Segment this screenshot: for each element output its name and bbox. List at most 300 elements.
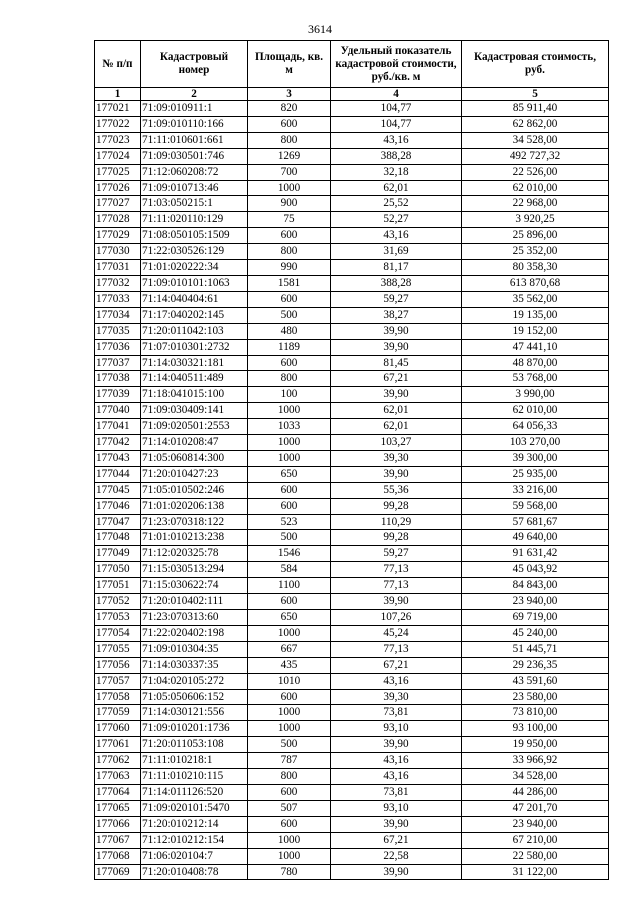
specific-value-cell: 39,90 — [331, 864, 462, 880]
cadastral-number-cell: 71:09:010110:166 — [141, 116, 248, 132]
area-cell: 600 — [248, 291, 331, 307]
row-number-cell: 177069 — [95, 864, 141, 880]
header-area: Площадь, кв. м — [248, 41, 331, 88]
column-number: 5 — [462, 88, 609, 101]
area-cell: 507 — [248, 800, 331, 816]
area-cell: 820 — [248, 101, 331, 117]
row-number-cell: 177056 — [95, 657, 141, 673]
cadastral-number-cell: 71:12:020325:78 — [141, 546, 248, 562]
table-row — [95, 260, 609, 276]
cadastral-number-cell: 71:14:040404:61 — [141, 291, 248, 307]
specific-value-cell: 67,21 — [331, 371, 462, 387]
cadastral-value-cell: 33 216,00 — [462, 482, 609, 498]
row-number-cell: 177046 — [95, 498, 141, 514]
area-cell: 1000 — [248, 832, 331, 848]
row-number-cell: 177030 — [95, 244, 141, 260]
cadastral-number-cell: 71:09:010101:1063 — [141, 275, 248, 291]
table-row — [95, 132, 609, 148]
cadastral-number-cell: 71:14:011126:520 — [141, 784, 248, 800]
table-row — [95, 594, 609, 610]
row-number-cell: 177037 — [95, 355, 141, 371]
area-cell: 500 — [248, 307, 331, 323]
specific-value-cell: 38,27 — [331, 307, 462, 323]
specific-value-cell: 93,10 — [331, 800, 462, 816]
column-number: 3 — [248, 88, 331, 101]
row-number-cell: 177067 — [95, 832, 141, 848]
cadastral-value-cell: 84 843,00 — [462, 578, 609, 594]
table-row — [95, 816, 609, 832]
cadastral-value-cell: 80 358,30 — [462, 260, 609, 276]
area-cell: 600 — [248, 498, 331, 514]
table-row — [95, 498, 609, 514]
area-cell: 100 — [248, 387, 331, 403]
area-cell: 1546 — [248, 546, 331, 562]
cadastral-number-cell: 71:01:020206:138 — [141, 498, 248, 514]
cadastral-number-cell: 71:14:030337:35 — [141, 657, 248, 673]
table-row — [95, 419, 609, 435]
specific-value-cell: 99,28 — [331, 498, 462, 514]
cadastral-number-cell: 71:23:070318:122 — [141, 514, 248, 530]
row-number-cell: 177048 — [95, 530, 141, 546]
area-cell: 600 — [248, 228, 331, 244]
table-row — [95, 832, 609, 848]
cadastral-value-cell: 3 920,25 — [462, 212, 609, 228]
cadastral-number-cell: 71:20:010408:78 — [141, 864, 248, 880]
cadastral-number-cell: 71:12:010212:154 — [141, 832, 248, 848]
table-row — [95, 339, 609, 355]
row-number-cell: 177026 — [95, 180, 141, 196]
cadastral-number-cell: 71:20:011053:108 — [141, 737, 248, 753]
table-row — [95, 625, 609, 641]
area-cell: 600 — [248, 784, 331, 800]
cadastral-value-cell: 51 445,71 — [462, 641, 609, 657]
area-cell: 787 — [248, 753, 331, 769]
cadastral-number-cell: 71:23:070313:60 — [141, 610, 248, 626]
table-row — [95, 864, 609, 880]
area-cell: 1269 — [248, 148, 331, 164]
area-cell: 650 — [248, 466, 331, 482]
specific-value-cell: 388,28 — [331, 148, 462, 164]
cadastral-value-cell: 22 580,00 — [462, 848, 609, 864]
row-number-cell: 177068 — [95, 848, 141, 864]
row-number-cell: 177041 — [95, 419, 141, 435]
table-row — [95, 307, 609, 323]
row-number-cell: 177062 — [95, 753, 141, 769]
specific-value-cell: 77,13 — [331, 641, 462, 657]
table-row — [95, 514, 609, 530]
cadastral-number-cell: 71:17:040202:145 — [141, 307, 248, 323]
column-numbers-row — [95, 88, 609, 101]
area-cell: 1010 — [248, 673, 331, 689]
cadastral-value-cell: 43 591,60 — [462, 673, 609, 689]
table-row — [95, 482, 609, 498]
cadastral-number-cell: 71:06:020104:7 — [141, 848, 248, 864]
cadastral-value-cell: 49 640,00 — [462, 530, 609, 546]
area-cell: 800 — [248, 244, 331, 260]
row-number-cell: 177052 — [95, 594, 141, 610]
table-row — [95, 116, 609, 132]
cadastral-value-cell: 35 562,00 — [462, 291, 609, 307]
area-cell: 1000 — [248, 435, 331, 451]
cadastral-number-cell: 71:09:030501:746 — [141, 148, 248, 164]
row-number-cell: 177053 — [95, 610, 141, 626]
cadastral-value-cell: 23 940,00 — [462, 594, 609, 610]
cadastral-value-cell: 59 568,00 — [462, 498, 609, 514]
row-number-cell: 177022 — [95, 116, 141, 132]
row-number-cell: 177064 — [95, 784, 141, 800]
cadastral-number-cell: 71:15:030513:294 — [141, 562, 248, 578]
specific-value-cell: 32,18 — [331, 164, 462, 180]
cadastral-value-cell: 39 300,00 — [462, 450, 609, 466]
header-specific-value: Удельный показатель кадастровой стоимости, руб./кв. м — [331, 41, 462, 88]
area-cell: 800 — [248, 132, 331, 148]
row-number-cell: 177039 — [95, 387, 141, 403]
specific-value-cell: 39,90 — [331, 737, 462, 753]
row-number-cell: 177063 — [95, 769, 141, 785]
cadastral-value-cell: 3 990,00 — [462, 387, 609, 403]
area-cell: 990 — [248, 260, 331, 276]
cadastral-number-cell: 71:03:050215:1 — [141, 196, 248, 212]
specific-value-cell: 110,29 — [331, 514, 462, 530]
row-number-cell: 177043 — [95, 450, 141, 466]
row-number-cell: 177034 — [95, 307, 141, 323]
specific-value-cell: 39,30 — [331, 689, 462, 705]
table-row — [95, 784, 609, 800]
specific-value-cell: 62,01 — [331, 403, 462, 419]
specific-value-cell: 59,27 — [331, 546, 462, 562]
area-cell: 435 — [248, 657, 331, 673]
cadastral-value-cell: 57 681,67 — [462, 514, 609, 530]
cadastral-value-cell: 91 631,42 — [462, 546, 609, 562]
area-cell: 1000 — [248, 721, 331, 737]
specific-value-cell: 77,13 — [331, 562, 462, 578]
specific-value-cell: 62,01 — [331, 419, 462, 435]
area-cell: 650 — [248, 610, 331, 626]
cadastral-number-cell: 71:15:030622:74 — [141, 578, 248, 594]
specific-value-cell: 81,45 — [331, 355, 462, 371]
cadastral-number-cell: 71:20:010402:111 — [141, 594, 248, 610]
table-row — [95, 673, 609, 689]
specific-value-cell: 43,16 — [331, 753, 462, 769]
cadastral-number-cell: 71:22:020402:198 — [141, 625, 248, 641]
column-number: 1 — [95, 88, 141, 101]
column-number: 2 — [141, 88, 248, 101]
cadastral-value-cell: 25 352,00 — [462, 244, 609, 260]
area-cell: 800 — [248, 371, 331, 387]
table-row — [95, 705, 609, 721]
specific-value-cell: 388,28 — [331, 275, 462, 291]
area-cell: 1581 — [248, 275, 331, 291]
cadastral-number-cell: 71:20:010212:14 — [141, 816, 248, 832]
area-cell: 600 — [248, 689, 331, 705]
specific-value-cell: 104,77 — [331, 116, 462, 132]
area-cell: 1000 — [248, 848, 331, 864]
cadastral-number-cell: 71:20:010427:23 — [141, 466, 248, 482]
row-number-cell: 177054 — [95, 625, 141, 641]
specific-value-cell: 73,81 — [331, 784, 462, 800]
cadastral-value-cell: 19 135,00 — [462, 307, 609, 323]
row-number-cell: 177055 — [95, 641, 141, 657]
page-number: 3614 — [308, 22, 332, 36]
specific-value-cell: 43,16 — [331, 673, 462, 689]
specific-value-cell: 67,21 — [331, 832, 462, 848]
area-cell: 480 — [248, 323, 331, 339]
specific-value-cell: 99,28 — [331, 530, 462, 546]
cadastral-number-cell: 71:09:010713:46 — [141, 180, 248, 196]
cadastral-value-cell: 34 528,00 — [462, 769, 609, 785]
area-cell: 1000 — [248, 180, 331, 196]
specific-value-cell: 39,90 — [331, 387, 462, 403]
cadastral-number-cell: 71:01:020222:34 — [141, 260, 248, 276]
cadastral-value-cell: 48 870,00 — [462, 355, 609, 371]
cadastral-value-cell: 53 768,00 — [462, 371, 609, 387]
column-number: 4 — [331, 88, 462, 101]
row-number-cell: 177031 — [95, 260, 141, 276]
table-row — [95, 689, 609, 705]
row-number-cell: 177024 — [95, 148, 141, 164]
cadastral-number-cell: 71:07:010301:2732 — [141, 339, 248, 355]
table-row — [95, 291, 609, 307]
cadastral-value-cell: 22 526,00 — [462, 164, 609, 180]
table-row — [95, 737, 609, 753]
row-number-cell: 177061 — [95, 737, 141, 753]
cadastral-number-cell: 71:14:030321:181 — [141, 355, 248, 371]
row-number-cell: 177033 — [95, 291, 141, 307]
cadastral-value-cell: 29 236,35 — [462, 657, 609, 673]
table-row — [95, 450, 609, 466]
cadastral-number-cell: 71:09:010911:1 — [141, 101, 248, 117]
row-number-cell: 177045 — [95, 482, 141, 498]
specific-value-cell: 107,26 — [331, 610, 462, 626]
specific-value-cell: 43,16 — [331, 228, 462, 244]
row-number-cell: 177050 — [95, 562, 141, 578]
table-row — [95, 562, 609, 578]
table-row — [95, 466, 609, 482]
row-number-cell: 177066 — [95, 816, 141, 832]
row-number-cell: 177057 — [95, 673, 141, 689]
area-cell: 523 — [248, 514, 331, 530]
cadastral-number-cell: 71:11:020110:129 — [141, 212, 248, 228]
specific-value-cell: 39,90 — [331, 466, 462, 482]
area-cell: 667 — [248, 641, 331, 657]
cadastral-value-cell: 47 201,70 — [462, 800, 609, 816]
cadastral-number-cell: 71:08:050105:1509 — [141, 228, 248, 244]
specific-value-cell: 25,52 — [331, 196, 462, 212]
specific-value-cell: 104,77 — [331, 101, 462, 117]
area-cell: 600 — [248, 816, 331, 832]
area-cell: 900 — [248, 196, 331, 212]
row-number-cell: 177065 — [95, 800, 141, 816]
specific-value-cell: 39,90 — [331, 339, 462, 355]
cadastral-value-cell: 613 870,68 — [462, 275, 609, 291]
cadastral-value-cell: 23 580,00 — [462, 689, 609, 705]
cadastral-number-cell: 71:22:030526:129 — [141, 244, 248, 260]
cadastral-number-cell: 71:14:040511:489 — [141, 371, 248, 387]
row-number-cell: 177058 — [95, 689, 141, 705]
cadastral-number-cell: 71:09:030409:141 — [141, 403, 248, 419]
area-cell: 700 — [248, 164, 331, 180]
cadastral-value-cell: 103 270,00 — [462, 435, 609, 451]
table-row — [95, 657, 609, 673]
row-number-cell: 177023 — [95, 132, 141, 148]
cadastral-number-cell: 71:11:010210:115 — [141, 769, 248, 785]
area-cell: 1000 — [248, 705, 331, 721]
table-row — [95, 800, 609, 816]
cadastral-value-cell: 33 966,92 — [462, 753, 609, 769]
specific-value-cell: 39,90 — [331, 594, 462, 610]
cadastral-value-cell: 34 528,00 — [462, 132, 609, 148]
table-header-row — [95, 41, 609, 88]
table-row — [95, 371, 609, 387]
area-cell: 800 — [248, 769, 331, 785]
row-number-cell: 177047 — [95, 514, 141, 530]
table-row — [95, 848, 609, 864]
cadastral-number-cell: 71:09:010304:35 — [141, 641, 248, 657]
cadastral-value-cell: 19 950,00 — [462, 737, 609, 753]
table-row — [95, 228, 609, 244]
row-number-cell: 177021 — [95, 101, 141, 117]
cadastral-value-cell: 93 100,00 — [462, 721, 609, 737]
specific-value-cell: 39,90 — [331, 323, 462, 339]
table-row — [95, 164, 609, 180]
area-cell: 500 — [248, 530, 331, 546]
area-cell: 600 — [248, 355, 331, 371]
row-number-cell: 177049 — [95, 546, 141, 562]
table-row — [95, 148, 609, 164]
specific-value-cell: 22,58 — [331, 848, 462, 864]
cadastral-value-cell: 73 810,00 — [462, 705, 609, 721]
table-row — [95, 387, 609, 403]
cadastral-value-cell: 62 010,00 — [462, 180, 609, 196]
specific-value-cell: 59,27 — [331, 291, 462, 307]
cadastral-number-cell: 71:14:030121:556 — [141, 705, 248, 721]
specific-value-cell: 31,69 — [331, 244, 462, 260]
row-number-cell: 177035 — [95, 323, 141, 339]
table-row — [95, 355, 609, 371]
area-cell: 584 — [248, 562, 331, 578]
table-row — [95, 641, 609, 657]
cadastral-number-cell: 71:01:010213:238 — [141, 530, 248, 546]
table-row — [95, 212, 609, 228]
specific-value-cell: 55,36 — [331, 482, 462, 498]
header-cadastral-number: Кадастровый номер — [141, 41, 248, 88]
row-number-cell: 177029 — [95, 228, 141, 244]
cadastral-number-cell: 71:05:050606:152 — [141, 689, 248, 705]
cadastral-value-cell: 492 727,32 — [462, 148, 609, 164]
row-number-cell: 177044 — [95, 466, 141, 482]
row-number-cell: 177032 — [95, 275, 141, 291]
table-row — [95, 101, 609, 117]
cadastral-number-cell: 71:05:060814:300 — [141, 450, 248, 466]
table-row — [95, 275, 609, 291]
cadastral-value-cell: 22 968,00 — [462, 196, 609, 212]
area-cell: 600 — [248, 116, 331, 132]
cadastral-number-cell: 71:09:020101:5470 — [141, 800, 248, 816]
area-cell: 1033 — [248, 419, 331, 435]
cadastral-value-cell: 47 441,10 — [462, 339, 609, 355]
specific-value-cell: 43,16 — [331, 769, 462, 785]
specific-value-cell: 43,16 — [331, 132, 462, 148]
cadastral-value-cell: 45 240,00 — [462, 625, 609, 641]
cadastral-number-cell: 71:09:020501:2553 — [141, 419, 248, 435]
cadastral-value-cell: 25 935,00 — [462, 466, 609, 482]
area-cell: 1000 — [248, 403, 331, 419]
table-row — [95, 753, 609, 769]
cadastral-value-cell: 31 122,00 — [462, 864, 609, 880]
cadastral-number-cell: 71:05:010502:246 — [141, 482, 248, 498]
table-row — [95, 244, 609, 260]
area-cell: 600 — [248, 594, 331, 610]
cadastral-value-cell: 64 056,33 — [462, 419, 609, 435]
table-row — [95, 403, 609, 419]
row-number-cell: 177038 — [95, 371, 141, 387]
cadastral-value-cell: 23 940,00 — [462, 816, 609, 832]
table-row — [95, 196, 609, 212]
row-number-cell: 177060 — [95, 721, 141, 737]
area-cell: 1000 — [248, 450, 331, 466]
cadastral-value-cell: 85 911,40 — [462, 101, 609, 117]
cadastral-number-cell: 71:14:010208:47 — [141, 435, 248, 451]
area-cell: 780 — [248, 864, 331, 880]
table-row — [95, 721, 609, 737]
specific-value-cell: 73,81 — [331, 705, 462, 721]
row-number-cell: 177027 — [95, 196, 141, 212]
cadastral-number-cell: 71:04:020105:272 — [141, 673, 248, 689]
row-number-cell: 177028 — [95, 212, 141, 228]
table-row — [95, 578, 609, 594]
specific-value-cell: 39,90 — [331, 816, 462, 832]
specific-value-cell: 45,24 — [331, 625, 462, 641]
row-number-cell: 177051 — [95, 578, 141, 594]
cadastral-number-cell: 71:09:010201:1736 — [141, 721, 248, 737]
row-number-cell: 177059 — [95, 705, 141, 721]
area-cell: 75 — [248, 212, 331, 228]
row-number-cell: 177040 — [95, 403, 141, 419]
cadastral-value-cell: 44 286,00 — [462, 784, 609, 800]
cadastral-number-cell: 71:12:060208:72 — [141, 164, 248, 180]
table-body — [95, 101, 609, 880]
table-row — [95, 530, 609, 546]
area-cell: 500 — [248, 737, 331, 753]
specific-value-cell: 81,17 — [331, 260, 462, 276]
cadastral-number-cell: 71:11:010601:661 — [141, 132, 248, 148]
cadastral-value-cell: 62 862,00 — [462, 116, 609, 132]
cadastral-number-cell: 71:18:041015:100 — [141, 387, 248, 403]
table-row — [95, 610, 609, 626]
cadastral-value-cell: 19 152,00 — [462, 323, 609, 339]
area-cell: 1000 — [248, 625, 331, 641]
row-number-cell: 177042 — [95, 435, 141, 451]
area-cell: 1189 — [248, 339, 331, 355]
table-row — [95, 769, 609, 785]
cadastral-value-cell: 67 210,00 — [462, 832, 609, 848]
specific-value-cell: 93,10 — [331, 721, 462, 737]
row-number-cell: 177036 — [95, 339, 141, 355]
cadastral-number-cell: 71:20:011042:103 — [141, 323, 248, 339]
cadastral-number-cell: 71:11:010218:1 — [141, 753, 248, 769]
specific-value-cell: 39,30 — [331, 450, 462, 466]
cadastral-value-cell: 45 043,92 — [462, 562, 609, 578]
row-number-cell: 177025 — [95, 164, 141, 180]
cadastral-value-table — [94, 40, 609, 880]
table-row — [95, 180, 609, 196]
cadastral-value-cell: 25 896,00 — [462, 228, 609, 244]
table-row — [95, 323, 609, 339]
specific-value-cell: 67,21 — [331, 657, 462, 673]
header-cadastral-value: Кадастровая стоимость, руб. — [462, 41, 609, 88]
specific-value-cell: 77,13 — [331, 578, 462, 594]
table-row — [95, 435, 609, 451]
